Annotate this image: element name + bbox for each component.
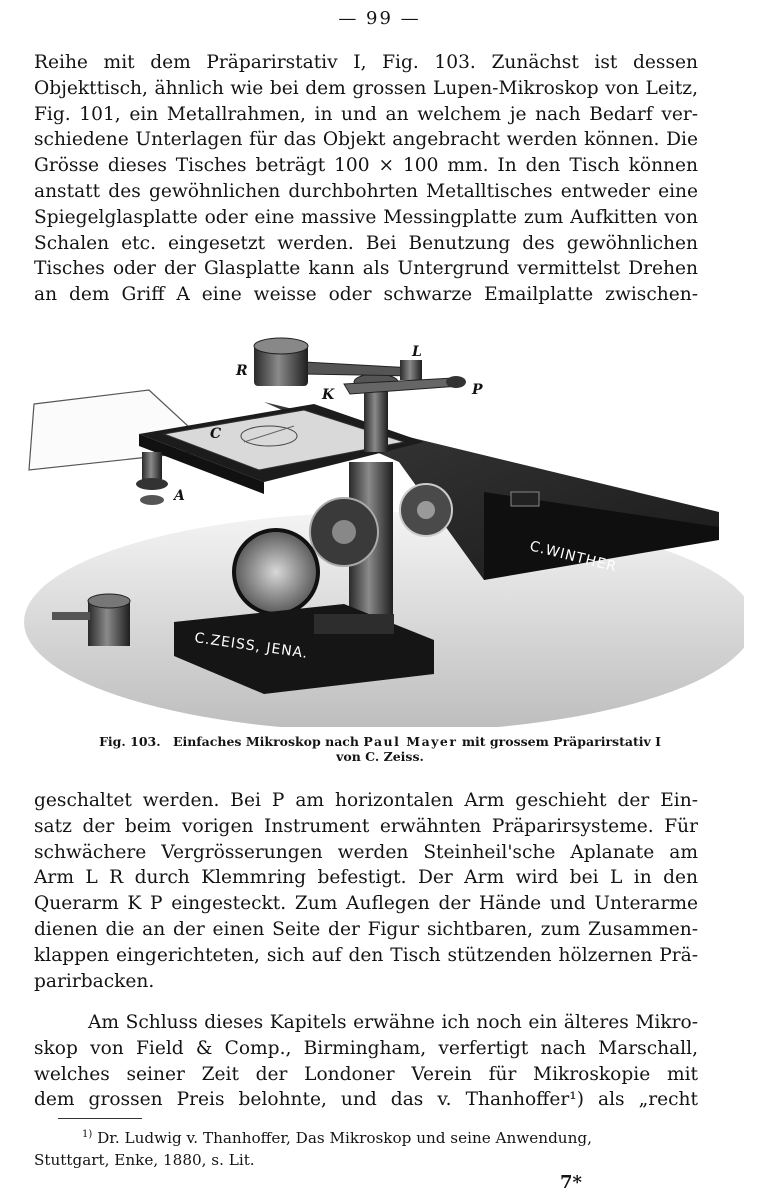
footnote-divider	[58, 1118, 142, 1119]
text-line: Objekttisch, ähnlich wie bei dem grossen Lupen-Mikroskop von Leitz,	[34, 77, 698, 99]
label-a: A	[174, 488, 185, 504]
text-line: klappen eingerichteten, sich auf den Tisch stützenden hölzernen Prä-	[34, 944, 698, 966]
label-c: C	[210, 426, 222, 442]
paragraph-3	[34, 1010, 698, 1113]
text-line: Fig. 101, ein Metallrahmen, in und an welchem je nach Bedarf ver-	[34, 103, 698, 125]
footnote	[34, 1124, 698, 1171]
text-line: Querarm K P eingesteckt. Zum Auflegen der Hände und Unterarme	[34, 893, 698, 915]
text-line: schiedene Unterlagen für das Objekt angebracht werden können. Die	[34, 129, 698, 151]
text-line: welches seiner Zeit der Londoner Verein für Mikroskopie mit	[34, 1063, 698, 1085]
text-line: Schalen etc. eingesetzt werden. Bei Benutzung des gewöhnlichen	[34, 232, 698, 254]
label-r: R	[236, 363, 248, 379]
hand-rest-latch	[511, 492, 539, 506]
caption-text: mit grossem Präparirstativ I	[461, 734, 661, 749]
page-number: — 99 —	[338, 8, 421, 29]
text-line: Reihe mit dem Präparirstativ I, Fig. 103. Zunächst ist dessen	[34, 52, 698, 73]
text-line: skop von Field & Comp., Birmingham, verfertigt nach Marschall,	[34, 1037, 698, 1059]
caption-text: Einfaches Mikroskop nach	[172, 734, 360, 749]
text-line: an dem Griff A eine weisse oder schwarze Emailplatte zwischen-	[34, 284, 698, 306]
arm-l-r	[304, 362, 414, 376]
label-k: K	[322, 387, 335, 403]
text-line: dienen die an der einen Seite der Figur sichtbaren, zum Zusammen-	[34, 918, 698, 940]
knob-a	[142, 452, 162, 482]
caption-line-2: von C. Zeiss.	[336, 749, 424, 764]
paragraph-1	[34, 50, 698, 308]
microscope-illustration	[14, 322, 744, 727]
footnote-marker: 1)	[82, 1129, 93, 1140]
text-line: anstatt des gewöhnlichen durchbohrten Metalltisches entweder eine	[34, 180, 698, 202]
text-line: dem grossen Preis belohnte, und das v. Thanhoffer¹) als „recht	[34, 1089, 698, 1111]
footnote-line-2: Stuttgart, Enke, 1880, s. Lit.	[34, 1151, 255, 1170]
microscope-figure	[14, 322, 744, 727]
text-line: schwächere Vergrösserungen werden Steinheil'sche Aplanate am	[34, 841, 698, 863]
paragraph-2	[34, 788, 698, 994]
signature-mark: 7*	[560, 1172, 582, 1193]
text-line: satz der beim vorigen Instrument erwähnten Präparirsysteme. Für	[34, 815, 698, 837]
figure-caption	[40, 734, 720, 764]
text-line: Arm L R durch Klemmring befestigt. Der Arm wird bei L in den	[34, 867, 698, 889]
text-line: Am Schluss dieses Kapitels erwähne ich noch ein älteres Mikro-	[88, 1012, 698, 1033]
text-line: Tisches oder der Glasplatte kann als Untergrund vermittelst Drehen	[34, 258, 698, 280]
text-line: geschaltet werden. Bei P am horizontalen Arm geschieht der Ein-	[34, 790, 698, 811]
box-stamp: C.WINTHER	[528, 538, 619, 576]
base-stamp: C.ZEISS, JENA.	[193, 630, 310, 662]
caption-number: Fig. 103.	[99, 734, 161, 749]
label-p: P	[472, 382, 483, 398]
text-line: Grösse dieses Tisches beträgt 100 × 100 mm. In den Tisch können	[34, 155, 698, 177]
text-line: parirbacken.	[34, 970, 155, 992]
label-l: L	[412, 344, 422, 360]
mirror	[234, 530, 318, 614]
text-line: Spiegelglasplatte oder eine massive Messingplatte zum Aufkitten von	[34, 206, 698, 228]
caption-name: Paul Mayer	[363, 734, 458, 749]
footnote-line-1: Dr. Ludwig v. Thanhoffer, Das Mikroskop und seine Anwendung,	[97, 1129, 592, 1148]
